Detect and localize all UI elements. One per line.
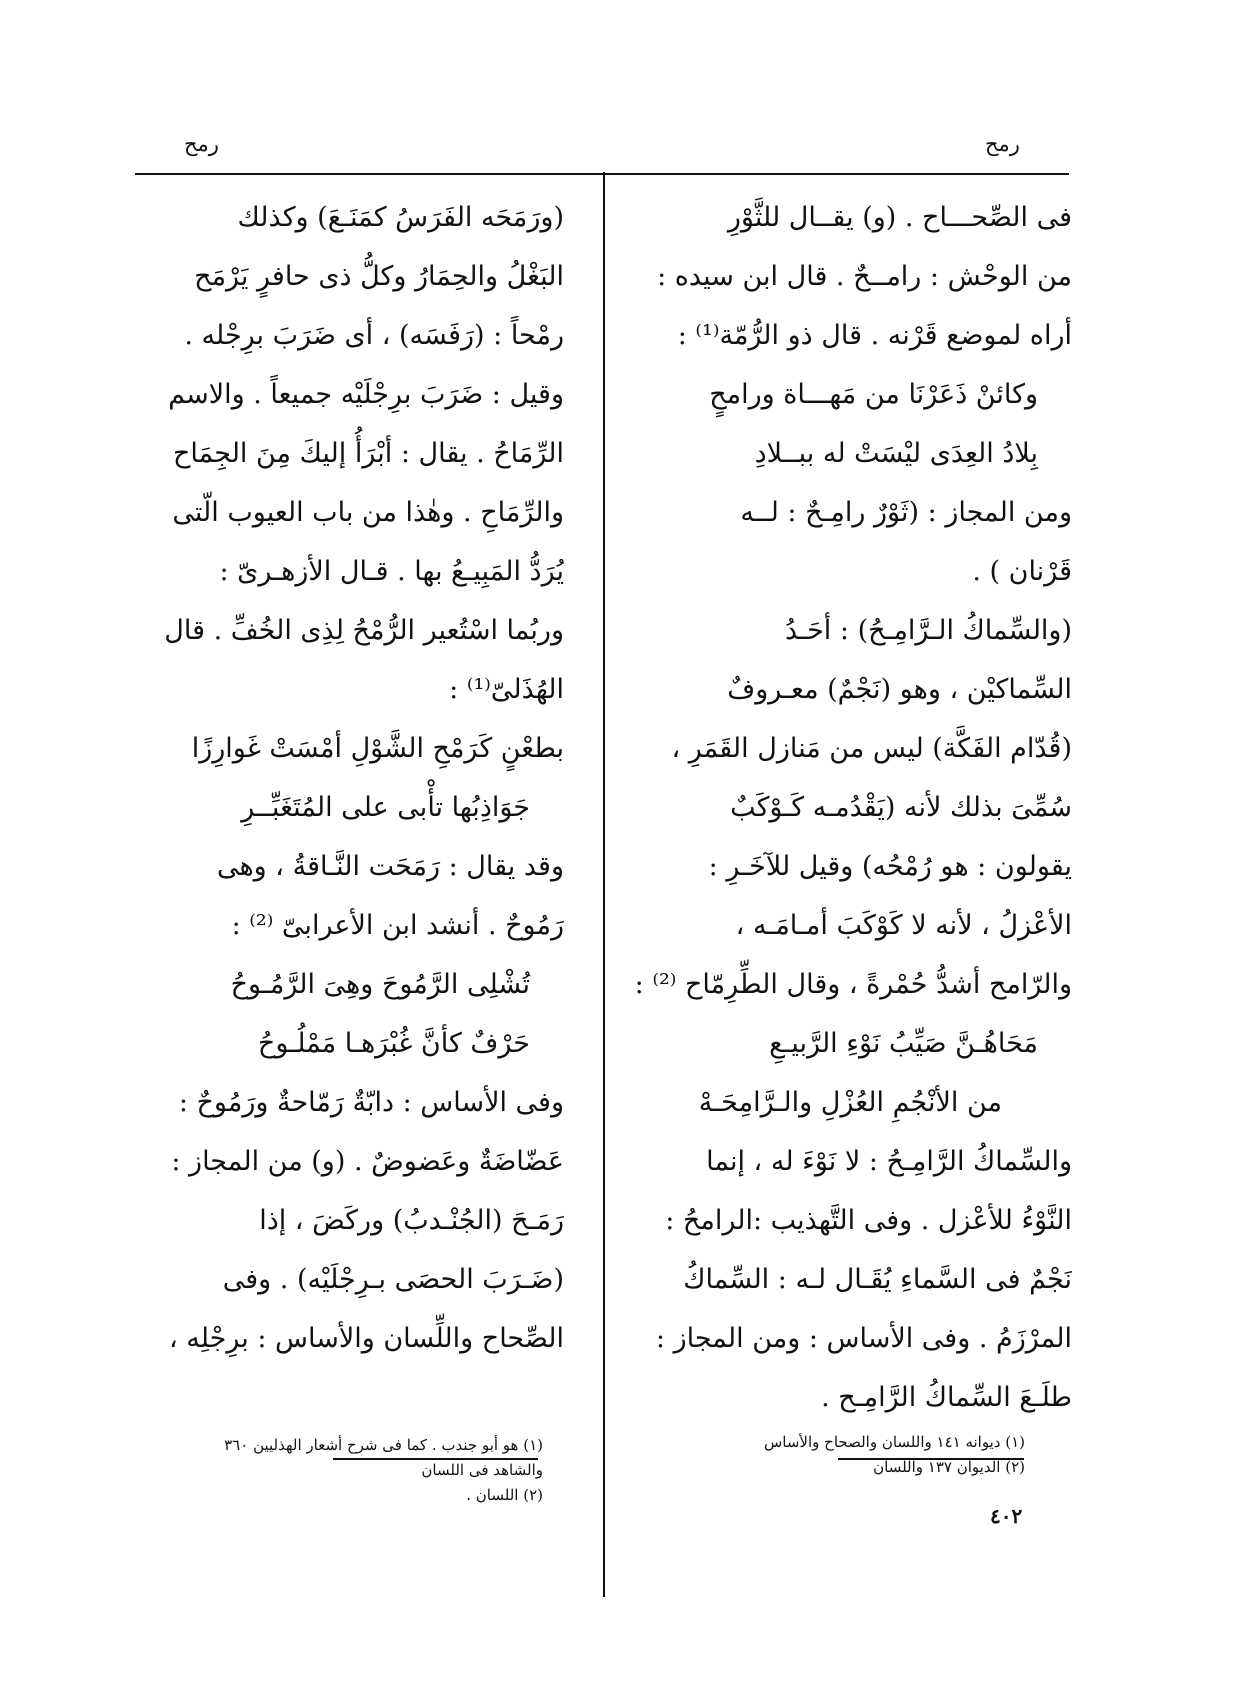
column-divider [603, 172, 605, 1597]
text-line: الرِّمَاحُ . يقال : أبْرَأُ إليكَ مِنَ الجِمَاح [173, 438, 564, 469]
text-line: والرّامح أشدُّ حُمْرةً ، وقال الطِّرِمّاح ⁽²⁾ : [634, 969, 1072, 1000]
text-line: ومن المجاز : (ثَوْرٌ رامِـحٌ : لــه [740, 497, 1072, 528]
text-line: (ضَـرَبَ الحصَى بـرِجْلَيْه) . وفى [222, 1264, 564, 1295]
footnote: (١) ديوانه ١٤١ واللسان والصحاح والأساس [763, 1433, 1025, 1451]
text-line: طلَـعَ السِّماكُ الرَّامِـح . [821, 1382, 1072, 1413]
text-line: الصِّحاح واللِّسان والأساس : برِجْلِه ، [168, 1323, 564, 1354]
text-line: وقيل : ضَرَبَ برِجْلَيْه جميعاً . والاسم [168, 379, 564, 410]
text-line: الهُذَلىّ⁽¹⁾ : [449, 674, 564, 705]
verse-line: تُشْلِى الرَّمُوحَ وهِىَ الرَّمُـوحُ [230, 969, 530, 1000]
running-head-right: رمح [985, 132, 1020, 156]
text-line: نَجْمٌ فى السَّماءِ يُقَـال لـه : السِّماكُ [683, 1264, 1072, 1295]
footnote: والشاهد فى اللسان [421, 1461, 543, 1479]
text-line: البَغْلُ والحِمَارُ وكلُّ ذى حافرٍ يَرْمَح [194, 261, 564, 292]
footnote: (١) هو أبو جندب . كما فى شرح أشعار الهذليين ٣٦٠ [224, 1436, 543, 1454]
text-line: النَّوْءُ للأعْزل . وفى التَّهذيب :الرامحُ : [665, 1205, 1072, 1236]
text-line: يقولون : هو رُمْحُه) وقيل للآخَـرِ : [708, 851, 1072, 882]
text-line: والرِّمَاحِ . وهٰذا من باب العيوب الّتى [172, 497, 564, 528]
text-line: قَرْنان ) . [972, 556, 1072, 587]
text-line: رَمُوحٌ . أنشد ابن الأعرابىّ ⁽²⁾ : [231, 910, 564, 941]
page-number: ٤٠٢ [990, 1504, 1023, 1528]
text-line: السِّماكيْن ، وهو (نَجْمٌ) معـروفٌ [727, 674, 1072, 705]
text-line: (والسِّماكُ الـرَّامِـحُ) : أحَـدُ [785, 615, 1072, 646]
running-head-left: رمح [184, 132, 219, 156]
footnotes-left [108, 1433, 543, 1508]
verse-line: مَحَاهُـنَّ صَيِّبُ نَوْءِ الرَّبيـعِ [769, 1028, 1038, 1059]
footnote: (٢) الديوان ١٣٧ واللسان [873, 1458, 1025, 1476]
text-line: وقد يقال : رَمَحَت النَّـاقةُ ، وهى [216, 851, 564, 882]
text-line: فى الصِّحـــاح . (و) يقــال للثَّوْرِ [727, 202, 1072, 233]
text-line: وفى الأساس : دابّةٌ رَمّاحةٌ ورَمُوحٌ : [178, 1087, 564, 1118]
text-line: أراه لموضع قَرْنه . قال ذو الرُّمّة⁽¹⁾ : [677, 320, 1072, 351]
text-line: سُمِّىَ بذلك لأنه (يَقْدُمـه كَـوْكَبٌ [730, 792, 1072, 823]
text-line: والسِّماكُ الرَّامِـحُ : لا نَوْءَ له ، إنما [706, 1146, 1072, 1177]
verse-line: من الأنْجُمِ العُزْلِ والـرَّامِحَـهْ [698, 1087, 1002, 1118]
left-column [118, 188, 564, 1368]
text-line: عَضّاضَةٌ وعَضوضٌ . (و) من المجاز : [171, 1146, 564, 1177]
text-line: وربُما اسْتُعير الرُّمْحُ لِذِى الخُفِّ . قال [164, 615, 564, 646]
right-column [632, 188, 1072, 1427]
verse-line: وكائنْ ذَعَرْنَا من مَهـــاة ورامحٍ [709, 379, 1038, 410]
footnote: (٢) اللسان . [466, 1486, 543, 1504]
text-line: من الوحْش : رامــحٌ . قال ابن سيده : [657, 261, 1072, 292]
text-line: رمْحاً : (رَفَسَه) ، أى ضَرَبَ برِجْله . [184, 320, 564, 351]
text-line: (قُدّام الفَكَّة) ليس من مَنازل القَمَرِ ، [671, 733, 1072, 764]
text-line: يُرَدُّ المَبِيـعُ بها . قـال الأزهـرىّ : [219, 556, 564, 587]
verse-line: جَوَاذِبُها تأْبى على المُتَغَبِّــرِ [241, 792, 530, 823]
text-line: المرْزَمُ . وفى الأساس : ومن المجاز : [655, 1323, 1072, 1354]
verse-line: بِلادُ العِدَى ليْسَتْ له ببــلادِ [754, 438, 1038, 469]
text-line: (ورَمَحَه الفَرَسُ كمَنَـعَ) وكذلك [237, 202, 564, 233]
text-line: الأعْزلُ ، لأنه لا كَوْكَبَ أمـامَـه ، [735, 910, 1072, 941]
verse-line: بطعْنٍ كَرَمْحِ الشَّوْلِ أمْسَتْ غَوارِزًا [191, 733, 564, 764]
verse-line: حَرْفٌ كأنَّ غُبْرَهـا مَمْلُـوحُ [257, 1028, 530, 1059]
footnotes-right [700, 1430, 1025, 1480]
header-rule [135, 173, 1069, 175]
text-line: رَمَـحَ (الجُنْـدبُ) وركَضَ ، إذا [259, 1205, 564, 1236]
